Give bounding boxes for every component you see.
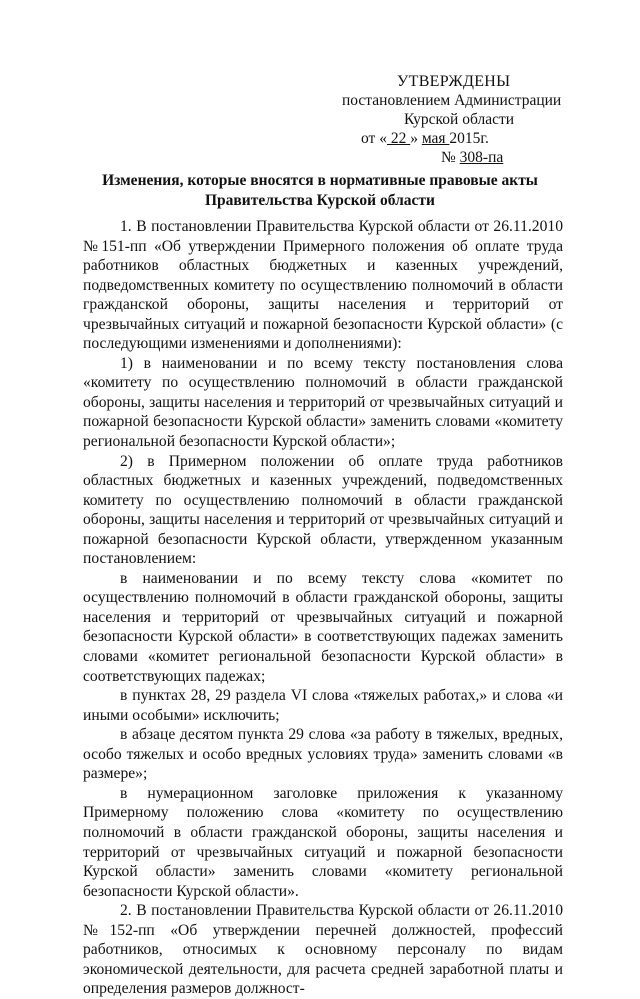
approval-issuer-line: постановлением Администрации bbox=[342, 92, 562, 109]
number-value: 308-па bbox=[459, 149, 504, 166]
paragraph-1: 1. В постановлении Правительства Курской области от 26.11.2010 №151-пп «Об утверждении Примерного положения об оплате труда работников областных бюджетных и казенных учреждений, подведомственных комитету по осуществлению полномочий в области гражданской обороны, защиты населения и территорий от чрезвычайных ситуаций и пожарной безопасности Курской области» (с последующими изменениями и дополнениями): bbox=[83, 218, 563, 353]
paragraph-2: 2. В постановлении Правительства Курской области от 26.11.2010 №152-пп «Об утверждении перечней должностей, профессий работников, относимых к основному персоналу по видам экономической деятельности, для расчета средней заработной платы и определения размеров должност- bbox=[83, 902, 563, 998]
number-prefix: № bbox=[441, 149, 460, 166]
paragraph-1-item-1: 1) в наименовании и по всему тексту постановления слова «комитету по осуществлению полномочий в области гражданской обороны, защиты населения и территорий от чрезвычайных ситуаций и пожарной безопасности Курской области» заменить словами «комитету региональной безопасности Курской области»; bbox=[83, 354, 563, 451]
paragraph-1-item-2-b: в пунктах 28, 29 раздела VI слова «тяжелых работах,» и слова «и иными особыми» исключить; bbox=[83, 687, 563, 724]
date-day: 22 bbox=[386, 130, 411, 147]
paragraph-1-item-2-d: в нумерационном заголовке приложения к указанному Примерному положению слова «комитету по осуществлению полномочий в области гражданской обороны, защиты населения и территорий от чрезвычайных ситуаций и пожарной безопасности Курской области» заменить словами «комитету региональной безопасности Курской области». bbox=[83, 784, 563, 900]
date-mid: » bbox=[410, 130, 422, 147]
approval-region-line: Курской области bbox=[404, 111, 515, 128]
document-title bbox=[100, 171, 540, 211]
paragraph-1-item-2: 2) в Примерном положении об оплате труда работников областных бюджетных и казенных учреждений, подведомственных комитету по осуществлению полномочий в области гражданской обороны, защиты населения и территорий от чрезвычайных ситуаций и пожарной безопасности Курской области, утвержденном указанным постановлением: bbox=[83, 452, 563, 568]
paragraph-1-item-2-a: в наименовании и по всему тексту слова «комитет по осуществлению полномочий в области гражданской обороны, защиты населения и территорий от чрезвычайных ситуаций и пожарной безопасности Курской области» в соответствующих падежах заменить словами «комитет региональной безопасности Курской области» в соответствующих падежах; bbox=[83, 569, 563, 685]
approval-date-line bbox=[361, 129, 489, 148]
date-prefix: от « bbox=[361, 130, 387, 147]
document-body bbox=[83, 217, 563, 999]
document-title-line-2: Правительства Курской области bbox=[205, 192, 435, 209]
paragraph-1-item-2-c: в абзаце десятом пункта 29 слова «за работу в тяжелых, вредных, особо тяжелых и особо вредных условиях труда» заменить словами «в размере»; bbox=[83, 726, 563, 783]
document-title-line-1: Изменения, которые вносятся в нормативные правовые акты bbox=[102, 172, 538, 189]
date-month: мая bbox=[421, 130, 450, 147]
approval-number-line bbox=[441, 148, 503, 167]
approval-title: УТВЕРЖДЕНЫ bbox=[397, 73, 511, 90]
date-year: 2015г. bbox=[449, 130, 489, 147]
